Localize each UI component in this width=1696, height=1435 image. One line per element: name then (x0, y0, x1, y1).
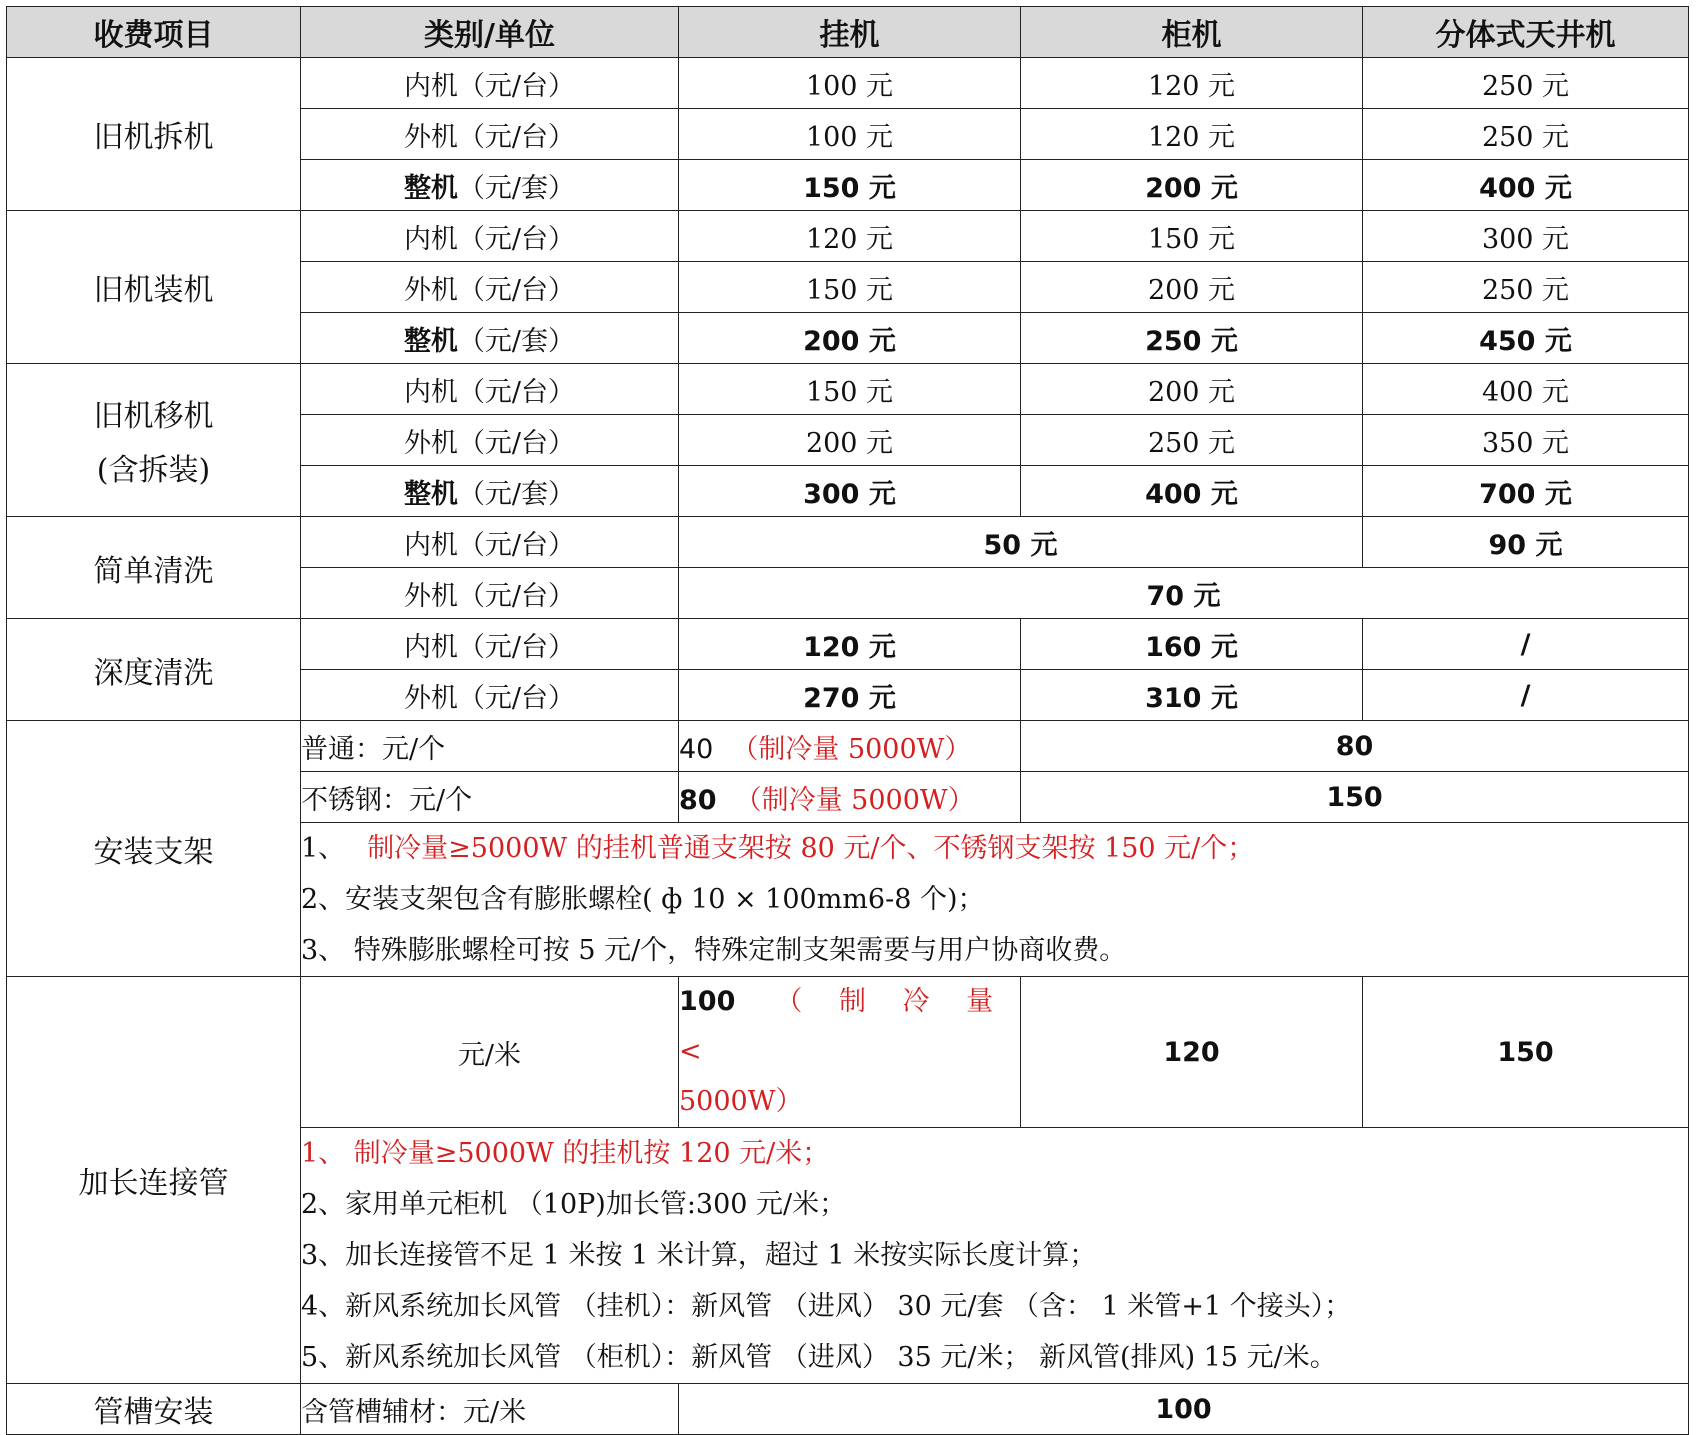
table-row (7, 977, 1689, 1128)
item-relocate-line1: 旧机移机 (93, 399, 214, 434)
price-cell: 400 元 (1021, 466, 1363, 517)
item-pipe: 加长连接管 (7, 977, 301, 1384)
unit-pipe: 元/米 (301, 977, 679, 1128)
price-cell: 250 元 (1363, 58, 1689, 109)
item-dismantle: 旧机拆机 (7, 58, 301, 211)
price-cell: 250 元 (1363, 109, 1689, 160)
price-cell: 120 (1021, 977, 1363, 1128)
price-cell: 80 （制冷量 5000W） (679, 772, 1021, 823)
pipe-note-1: 1、 制冷量≥5000W 的挂机按 120 元/米； (301, 1138, 830, 1169)
price-cell: 120 元 (1021, 58, 1363, 109)
price-cell: 250 元 (1363, 262, 1689, 313)
price-cell: 150 元 (679, 364, 1021, 415)
pipe-note-4: 4、新风系统加长风管 （挂机）：新风管 （进风） 30 元/套 （含： 1 米管+1 个接头）； (301, 1291, 1352, 1322)
price-cell: 90 元 (1363, 517, 1689, 568)
price-cell: 250 元 (1021, 415, 1363, 466)
price-cell: 150 元 (1021, 211, 1363, 262)
price-cell: 300 元 (679, 466, 1021, 517)
unit-inner: 内机（元/台） (301, 619, 679, 670)
item-trough: 管槽安装 (7, 1384, 301, 1435)
item-relocate (7, 364, 301, 517)
price-cell: 150 元 (679, 262, 1021, 313)
price-cell: 150 元 (679, 160, 1021, 211)
price-cell: 700 元 (1363, 466, 1689, 517)
price-cell: 200 元 (1021, 364, 1363, 415)
table-row (7, 619, 1689, 670)
pipe-note-2: 2、家用单元柜机 （10P)加长管:300 元/米； (301, 1189, 847, 1220)
header-unit: 类别/单位 (301, 7, 679, 58)
price-cell: 200 元 (1021, 160, 1363, 211)
price-cell: 100 元 (679, 58, 1021, 109)
header-cabinet: 柜机 (1021, 7, 1363, 58)
pipe-note-3: 3、加长连接管不足 1 米按 1 米计算，超过 1 米按实际长度计算； (301, 1240, 1097, 1271)
item-install: 旧机装机 (7, 211, 301, 364)
price-cell-merged: 100 (679, 1384, 1689, 1435)
unit-outer: 外机（元/台） (301, 670, 679, 721)
unit-bracket-steel: 不锈钢：元/个 (301, 772, 679, 823)
pipe-notes (301, 1128, 1689, 1384)
bracket-note-1: 1、 制冷量≥5000W 的挂机普通支架按 80 元/个、不锈钢支架按 150 元/个； (301, 833, 1255, 864)
pipe-note-5: 5、新风系统加长风管 （柜机）：新风管 （进风） 35 元/米； 新风管(排风) 15 元/米。 (301, 1342, 1337, 1373)
table-row (7, 517, 1689, 568)
price-cell: 160 元 (1021, 619, 1363, 670)
price-cell-merged: 50 元 (679, 517, 1363, 568)
unit-whole: 整机（元/套） (301, 466, 679, 517)
unit-inner: 内机（元/台） (301, 211, 679, 262)
unit-inner: 内机（元/台） (301, 517, 679, 568)
price-cell: 200 元 (679, 415, 1021, 466)
unit-bracket-normal: 普通：元/个 (301, 721, 679, 772)
price-cell: 200 元 (1021, 262, 1363, 313)
price-cell: / (1363, 619, 1689, 670)
unit-inner: 内机（元/台） (301, 364, 679, 415)
header-row (7, 7, 1689, 58)
unit-whole: 整机（元/套） (301, 160, 679, 211)
price-cell: 450 元 (1363, 313, 1689, 364)
price-cell: 400 元 (1363, 364, 1689, 415)
price-cell: / (1363, 670, 1689, 721)
price-cell: 40 （制冷量 5000W） (679, 721, 1021, 772)
price-cell: 350 元 (1363, 415, 1689, 466)
price-cell: 150 (1363, 977, 1689, 1128)
price-cell-merged: 70 元 (679, 568, 1689, 619)
price-cell-merged: 150 (1021, 772, 1689, 823)
unit-inner: 内机（元/台） (301, 58, 679, 109)
price-cell: 250 元 (1021, 313, 1363, 364)
price-cell: 120 元 (1021, 109, 1363, 160)
price-cell: 120 元 (679, 211, 1021, 262)
unit-outer: 外机（元/台） (301, 109, 679, 160)
price-cell: 400 元 (1363, 160, 1689, 211)
table-row (7, 211, 1689, 262)
bracket-note-2: 2、安装支架包含有膨胀螺栓( ф 10 × 100mm6-8 个)； (301, 884, 985, 915)
price-cell: 120 元 (679, 619, 1021, 670)
header-item: 收费项目 (7, 7, 301, 58)
price-cell: 100 （ 制 冷 量 < 5000W） (679, 977, 1021, 1128)
price-cell: 310 元 (1021, 670, 1363, 721)
price-cell-merged: 80 (1021, 721, 1689, 772)
table-row (7, 1384, 1689, 1435)
price-cell: 270 元 (679, 670, 1021, 721)
unit-outer: 外机（元/台） (301, 262, 679, 313)
unit-whole: 整机（元/套） (301, 313, 679, 364)
unit-trough: 含管槽辅材：元/米 (301, 1384, 679, 1435)
item-deep-clean: 深度清洗 (7, 619, 301, 721)
price-cell: 200 元 (679, 313, 1021, 364)
header-ceiling: 分体式天井机 (1363, 7, 1689, 58)
unit-outer: 外机（元/台） (301, 568, 679, 619)
table-row (7, 364, 1689, 415)
price-cell: 100 元 (679, 109, 1021, 160)
fee-table (6, 6, 1689, 1435)
unit-outer: 外机（元/台） (301, 415, 679, 466)
item-bracket: 安装支架 (7, 721, 301, 977)
item-simple-clean: 简单清洗 (7, 517, 301, 619)
table-row (7, 58, 1689, 109)
price-cell: 300 元 (1363, 211, 1689, 262)
item-relocate-line2: (含拆装) (96, 453, 211, 488)
table-row (7, 721, 1689, 772)
header-wall: 挂机 (679, 7, 1021, 58)
bracket-note-3: 3、 特殊膨胀螺栓可按 5 元/个，特殊定制支架需要与用户协商收费。 (301, 935, 1127, 966)
bracket-notes (301, 823, 1689, 977)
